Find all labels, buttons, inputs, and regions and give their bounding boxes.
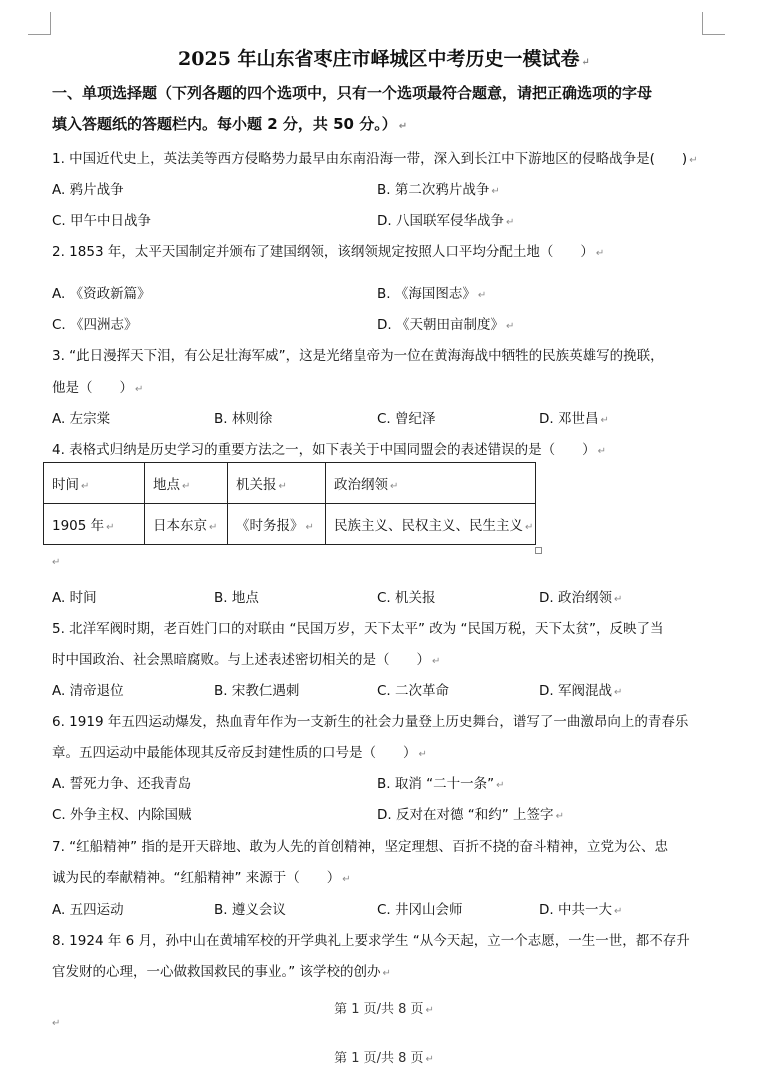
question-5-line1: 5. 北洋军阀时期，老百姓门口的对联由 “民国万岁，天下太平” 改为 “民国万税，天下太贫”，反映了当 [52, 621, 664, 637]
q6-option-b[interactable]: B. 取消 “二十一条” ↵ [377, 776, 505, 792]
table-cell: 日本东京 ↵ [145, 504, 228, 545]
table-header-cell: 地点 ↵ [145, 463, 228, 504]
question-1: 1. 中国近代史上，英法美等西方侵略势力最早由东南沿海一带，深入到长江中下游地区的侵略战争是( ) ↵ [52, 151, 698, 167]
q5-option-c[interactable]: C. 二次革命 [377, 683, 450, 699]
question-4: 4. 表格式归纳是历史学习的重要方法之一，如下表关于中国同盟会的表述错误的是（ ） ↵ [52, 442, 607, 458]
table-header-row [44, 463, 536, 504]
table-header-cell: 机关报 ↵ [228, 463, 326, 504]
q4-option-b[interactable]: B. 地点 [214, 590, 259, 606]
q2-option-a[interactable]: A. 《资政新篇》 [52, 286, 151, 302]
q2-option-b[interactable]: B. 《海国图志》 ↵ [377, 286, 487, 302]
empty-paragraph-mark: ↵ [52, 1018, 61, 1029]
section-heading-line1: 一、单项选择题（下列各题的四个选项中，只有一个选项最符合题意，请把正确选项的字母 [52, 84, 653, 102]
question-7-line2: 诚为民的奉献精神。“红船精神” 来源于（ ） ↵ [52, 870, 351, 886]
q1-option-b[interactable]: B. 第二次鸦片战争 ↵ [377, 182, 500, 198]
table-header-cell: 时间 ↵ [44, 463, 145, 504]
q1-option-c[interactable]: C. 甲午中日战争 [52, 213, 152, 229]
q4-option-a[interactable]: A. 时间 [52, 590, 97, 606]
q4-option-c[interactable]: C. 机关报 [377, 590, 436, 606]
q7-option-c[interactable]: C. 井冈山会师 [377, 902, 463, 918]
table-cell: 《时务报》 ↵ [228, 504, 326, 545]
section-heading-line2: 填入答题纸的答题栏内。每小题 2 分，共 50 分。） ↵ [52, 115, 408, 133]
q3-option-d[interactable]: D. 邓世昌 ↵ [539, 411, 609, 427]
question-8-line2: 官发财的心理，一心做救国救民的事业。” 该学校的创办 ↵ [52, 964, 391, 980]
section-heading [52, 78, 712, 142]
empty-paragraph-mark: ↵ [52, 557, 61, 568]
table-cell: 民族主义、民权主义、民生主义 ↵ [326, 504, 536, 545]
q3-option-b[interactable]: B. 林则徐 [214, 411, 273, 427]
q2-option-c[interactable]: C. 《四洲志》 [52, 317, 138, 333]
q5-option-a[interactable]: A. 清帝退位 [52, 683, 124, 699]
q2-option-d[interactable]: D. 《天朝田亩制度》 ↵ [377, 317, 515, 333]
q1-option-a[interactable]: A. 鸦片战争 [52, 182, 124, 198]
q7-option-b[interactable]: B. 遵义会议 [214, 902, 286, 918]
tongmenghui-table [43, 462, 536, 545]
q3-option-c[interactable]: C. 曾纪泽 [377, 411, 436, 427]
q7-option-d[interactable]: D. 中共一大 ↵ [539, 902, 623, 918]
question-6-line2: 章。五四运动中最能体现其反帝反封建性质的口号是（ ） ↵ [52, 745, 427, 761]
table-cell: 1905 年 ↵ [44, 504, 145, 545]
table-resize-handle[interactable] [535, 547, 542, 554]
q5-option-d[interactable]: D. 军阀混战 ↵ [539, 683, 623, 699]
q1-option-d[interactable]: D. 八国联军侵华战争 ↵ [377, 213, 515, 229]
crop-mark-top-right [702, 12, 725, 35]
question-2: 2. 1853 年，太平天国制定并颁布了建国纲领，该纲领规定按照人口平均分配土地（ ） ↵ [52, 244, 605, 260]
question-7-line1: 7. “红船精神” 指的是开天辟地、敢为人先的首创精神，坚定理想、百折不挠的奋斗精神，立党为公、忠 [52, 839, 668, 855]
q4-option-d[interactable]: D. 政治纲领 ↵ [539, 590, 623, 606]
page-footer: 第 1 页/共 8 页 ↵ [334, 1002, 434, 1017]
q6-option-a[interactable]: A. 誓死力争、还我青岛 [52, 776, 192, 792]
question-3-line1: 3. “此日漫挥天下泪，有公足壮海军威”，这是光绪皇帝为一位在黄海海战中牺牲的民族英雄写的挽联， [52, 348, 664, 364]
q7-option-a[interactable]: A. 五四运动 [52, 902, 124, 918]
q6-option-d[interactable]: D. 反对在对德 “和约” 上签字 ↵ [377, 807, 564, 823]
question-3-line2: 他是（ ） ↵ [52, 380, 144, 396]
page-title: 2025 年山东省枣庄市峄城区中考历史一模试卷 ↵ [178, 48, 590, 70]
q5-option-b[interactable]: B. 宋教仁遇刺 [214, 683, 300, 699]
q6-option-c[interactable]: C. 外争主权、内除国贼 [52, 807, 192, 823]
crop-mark-top-left [28, 12, 51, 35]
question-8-line1: 8. 1924 年 6 月，孙中山在黄埔军校的开学典礼上要求学生 “从今天起，立一个志愿，一生一世，都不存升 [52, 933, 690, 949]
table-header-cell: 政治纲领 ↵ [326, 463, 536, 504]
table-row [44, 504, 536, 545]
question-6-line1: 6. 1919 年五四运动爆发，热血青年作为一支新生的社会力量登上历史舞台，谱写了一曲激昂向上的青春乐 [52, 714, 689, 730]
q3-option-a[interactable]: A. 左宗棠 [52, 411, 111, 427]
page-footer-repeat: 第 1 页/共 8 页 ↵ [334, 1051, 434, 1066]
question-5-line2: 时中国政治、社会黑暗腐败。与上述表述密切相关的是（ ） ↵ [52, 652, 441, 668]
